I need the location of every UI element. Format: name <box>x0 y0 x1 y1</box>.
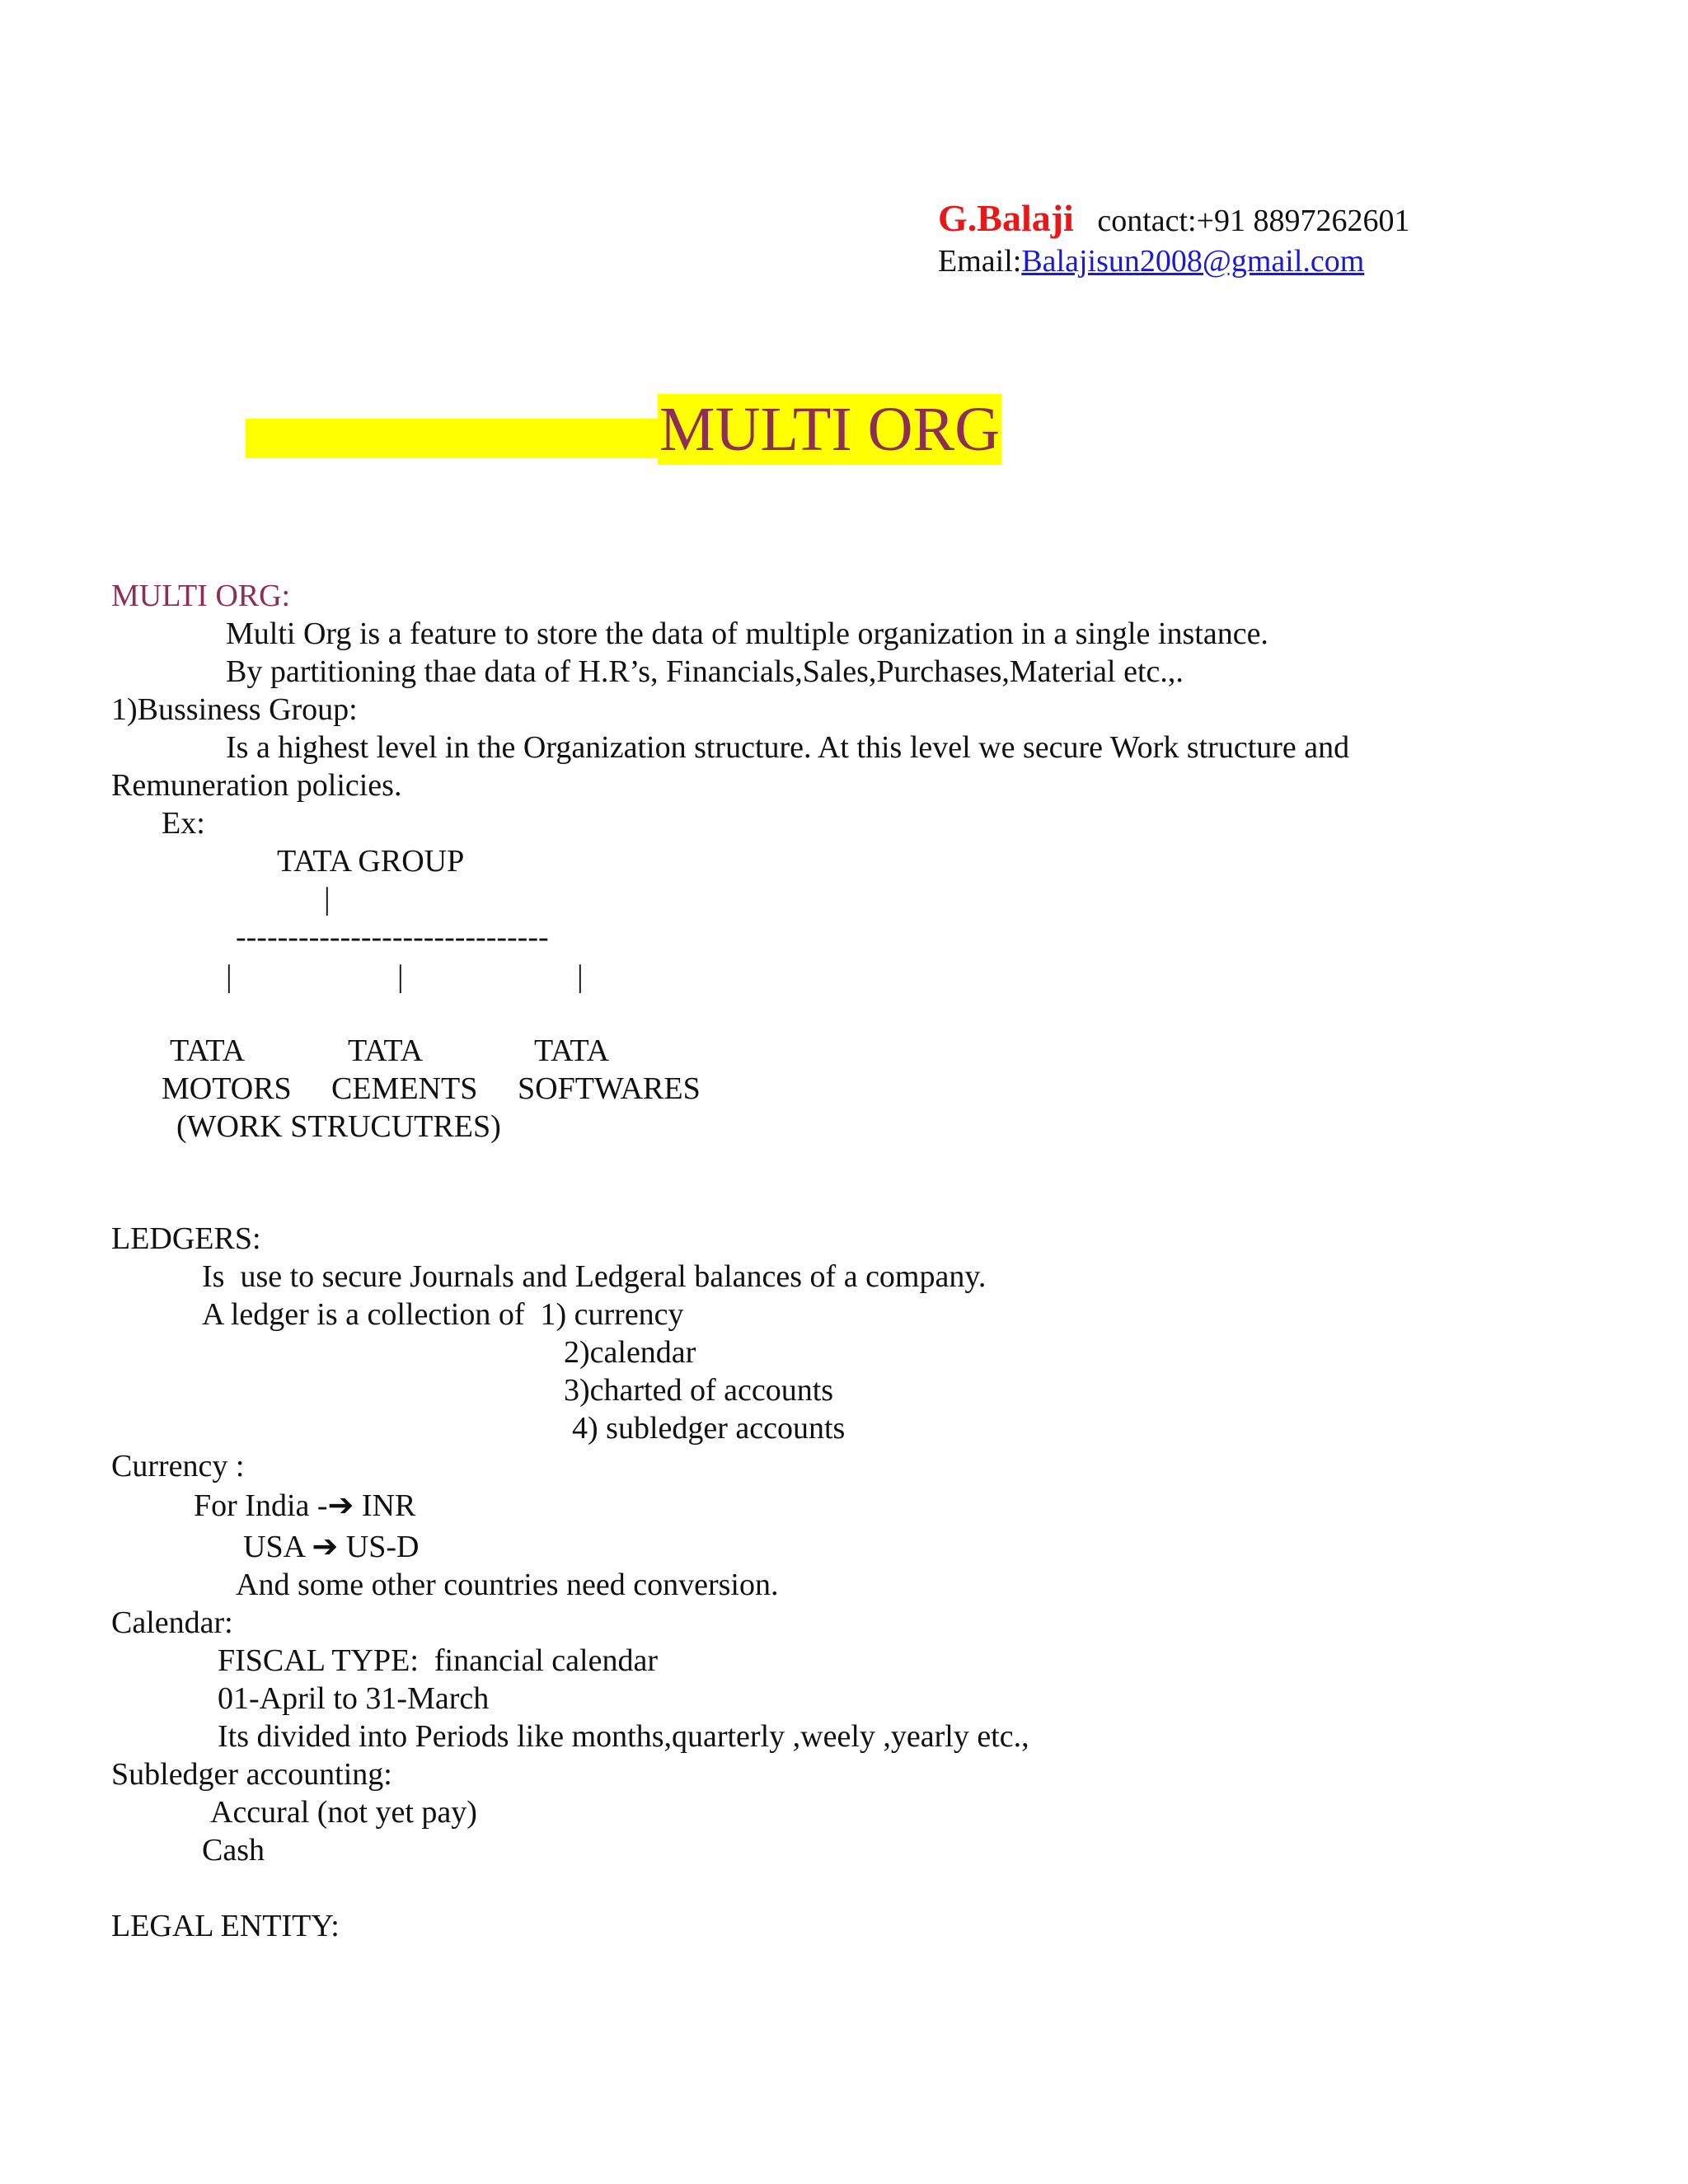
tree-branch-pipe-3: | <box>577 959 584 994</box>
ledgers-heading: LEDGERS: <box>111 1221 261 1256</box>
subledger-heading: Subledger accounting: <box>111 1757 392 1792</box>
calendar-line2: 01-April to 31-March <box>218 1681 490 1716</box>
email-label: Email: <box>938 244 1022 279</box>
tree-child-1-line2: MOTORS <box>162 1071 292 1106</box>
tree-dashes: ------------------------------ <box>236 920 549 954</box>
ledgers-item-2: 2)calendar <box>564 1335 696 1370</box>
ledgers-line2: A ledger is a collection of 1) currency <box>202 1297 684 1332</box>
author-header <box>938 199 1410 240</box>
tree-child-3-line2: SOFTWARES <box>518 1071 701 1106</box>
business-group-heading: 1)Bussiness Group: <box>111 692 358 727</box>
multi-org-line1: Multi Org is a feature to store the data of multiple organization in a single instance. <box>226 616 1268 651</box>
calendar-line3: Its divided into Periods like months,quarterly ,weely ,yearly etc., <box>218 1719 1029 1754</box>
currency-india: For India -➔ INR <box>194 1488 416 1523</box>
page-title: MULTI ORG <box>659 395 1001 464</box>
example-label: Ex: <box>162 806 205 841</box>
tree-child-3-line1: TATA <box>534 1033 610 1068</box>
legal-entity-heading: LEGAL ENTITY: <box>111 1909 340 1943</box>
subledger-line2: Cash <box>202 1833 265 1868</box>
business-group-line2: Remuneration policies. <box>111 768 402 803</box>
calendar-heading: Calendar: <box>111 1605 233 1640</box>
author-name: G.Balaji <box>938 197 1074 239</box>
email-line <box>938 242 1364 280</box>
subledger-line1: Accural (not yet pay) <box>210 1795 477 1830</box>
tree-root-pipe: | <box>324 882 331 916</box>
calendar-line1: FISCAL TYPE: financial calendar <box>218 1643 658 1678</box>
tree-branch-pipe-2: | <box>397 959 404 994</box>
multi-org-heading: MULTI ORG: <box>111 579 291 613</box>
tree-root: TATA GROUP <box>277 844 465 879</box>
business-group-line1: Is a highest level in the Organization structure. At this level we secure Work structure and <box>226 730 1350 765</box>
multi-org-line2: By partitioning thae data of H.R’s, Financials,Sales,Purchases,Material etc.,. <box>226 654 1184 689</box>
tree-child-2-line2: CEMENTS <box>331 1071 478 1106</box>
title-highlight <box>246 419 658 458</box>
ledgers-item-3: 3)charted of accounts <box>564 1373 834 1408</box>
ledgers-line1: Is use to secure Journals and Ledgeral balances of a company. <box>202 1259 987 1294</box>
contact-phone: contact:+91 8897262601 <box>1097 204 1410 238</box>
email-link[interactable]: Balajisun2008@gmail.com <box>1021 244 1365 279</box>
ledgers-item-4: 4) subledger accounts <box>572 1411 846 1446</box>
tree-child-2-line1: TATA <box>348 1033 424 1068</box>
currency-heading: Currency : <box>111 1449 245 1483</box>
currency-note: And some other countries need conversion. <box>236 1568 779 1602</box>
tree-caption: (WORK STRUCUTRES) <box>176 1109 501 1144</box>
tree-branch-pipe-1: | <box>226 959 232 994</box>
tree-child-1-line1: TATA <box>170 1033 246 1068</box>
currency-usa: USA ➔ US-D <box>243 1530 420 1564</box>
